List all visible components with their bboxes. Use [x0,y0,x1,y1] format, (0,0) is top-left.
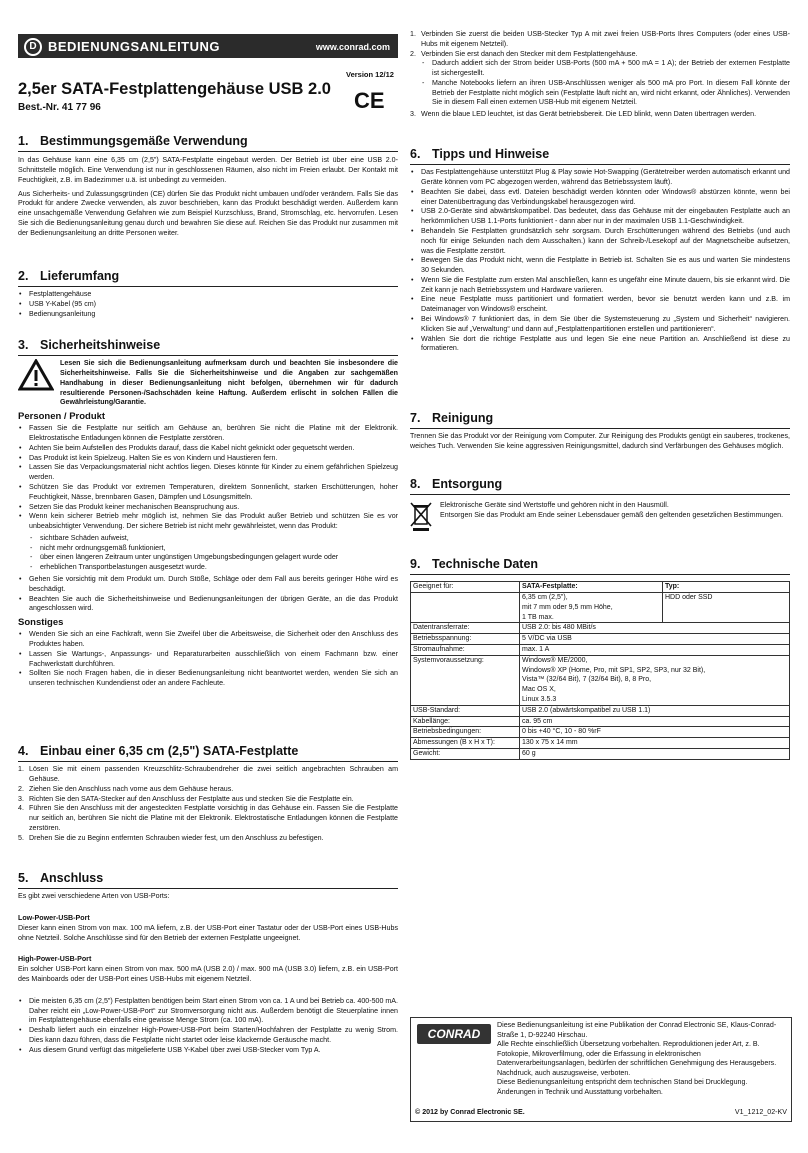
table-cell: HDD oder SSD [663,593,790,623]
table-cell [411,593,520,623]
section-9 [410,556,790,760]
contents-list [18,290,398,319]
paragraph: Elektronische Geräte sind Wertstoffe und gehören nicht in den Hausmüll. [440,501,669,510]
misc-list [18,630,398,689]
table-cell: USB 2.0: bis 480 MBit/s [520,623,790,634]
list-item: • Setzen Sie das Produkt keiner mechanischen Beanspruchung aus. [29,503,398,513]
section-3 [18,337,398,691]
table-cell: ca. 95 cm [520,716,790,727]
table-row [411,655,790,705]
table-cell: max. 1 A [520,645,790,656]
ce-mark-icon: CE [354,88,385,113]
document-code: V1_1212_02-KV [734,1108,787,1117]
list-item: • Lassen Sie Wartungs-, Anpassungs- und Reparaturarbeiten ausschließlich von einem Fachmann bzw. einer Fachwerkstatt durchführen. [29,650,398,670]
install-steps [18,765,398,843]
subheading: Personen / Produkt [18,411,106,423]
section-heading: 5. Anschluss [18,870,398,889]
subheading: Sonstiges [18,617,64,629]
list-item: • USB 2.0-Geräte sind abwärtskompatibel. Das bedeutet, dass das Gehäuse mit der eingebauten Festplatte auch an herkömmlichen USB 1.1-Ports funktioniert - dann aber nur in der maximalen USB 1.1-Geschwindigkeit. [421,207,790,227]
table-cell: Typ: [663,582,790,593]
table-row [411,623,790,634]
table-cell: Betriebsspannung: [411,634,520,645]
safety-list [18,424,398,532]
list-item: 2. Ziehen Sie den Anschluss nach vorne aus dem Gehäuse heraus. [18,784,234,793]
document-title: 2,5er SATA-Festplattengehäuse USB 2.0 [18,80,331,98]
list-item: • Sollten Sie noch Fragen haben, die in dieser Bedienungsanleitung nicht beantwortet werden, wenden Sie sich an unseren technischen Kundendienst oder an andere Fachleute. [29,669,398,689]
list-item: - erheblichen Transportbelastungen ausgesetzt wurde. [40,563,398,573]
list-item: 2. Verbinden Sie erst danach den Stecker mit dem Festplattengehäuse. [410,49,638,58]
spec-table [410,581,790,760]
connect-steps [410,110,790,120]
table-cell: Stromaufnahme: [411,645,520,656]
section-8 [410,476,790,535]
section-heading: 6. Tipps und Hinweise [410,146,790,165]
section-heading: 2. Lieferumfang [18,268,398,287]
table-cell: USB-Standard: [411,705,520,716]
section-heading: 4. Einbau einer 6,35 cm (2,5") SATA-Festplatte [18,743,398,762]
list-item: • USB Y-Kabel (95 cm) [29,300,398,310]
table-cell: Betriebsbedingungen: [411,727,520,738]
list-item: 3. Wenn die blaue LED leuchtet, ist das Gerät betriebsbereit. Die LED blinkt, wenn Daten übertragen werden. [410,110,757,119]
table-cell: Windows® ME/2000, Windows® XP (Home, Pro, mit SP1, SP2, SP3, nur 32 Bit), Vista™ (32/64 Bit), 7 (32/64 Bit), 8, 8 Pro, Mac OS X, Linux 3.5.3 [520,655,790,705]
table-row [411,645,790,656]
condition-list [18,534,398,573]
list-item: 1. Lösen Sie mit einem passenden Kreuzschlitz-Schraubendreher die zwei seitlich angebrachten Schrauben am Gehäuse. [18,765,398,784]
list-item: • Beachten Sie auch die Sicherheitshinweise und Bedienungsanleitungen der übrigen Geräte, an die das Produkt angeschlossen wird. [29,595,398,615]
table-row [411,593,790,623]
table-row [411,582,790,593]
imprint-text: Diese Bedienungsanleitung ist eine Publikation der Conrad Electronic SE, Klaus-Conrad-Straße 1, D-92240 Hirschau. Alle Rechte einschließlich Übersetzung vorbehalten. Reproduktionen jeder Art, z. B. Fotokopie, Mikroverfilmung, oder die Erfassung in elektronischen Datenverarbeitungsanlagen, bedürfen der schriftlichen Genehmigung des Herausgebers. Nachdruck, auch auszugsweise, verboten. Diese Bedienungsanleitung entspricht dem technischen Stand bei Drucklegung. Änderungen in Technik und Ausstattung vorbehalten. [497,1021,777,1096]
tips-list [410,168,790,354]
section-2 [18,268,398,322]
table-row [411,749,790,760]
list-item: 3. Richten Sie den SATA-Stecker auf den Anschluss der Festplatte aus und stecken Sie die Festplatte ein. [18,794,354,803]
subheading: Low-Power-USB-Port [18,914,90,923]
warning-icon [18,359,54,408]
list-item: 1. Verbinden Sie zuerst die beiden USB-Stecker Typ A mit zwei freien USB-Ports Ihres Computers (oder eines USB-Hubs mit eigenem Netzteil). [410,30,790,48]
paragraph: In das Gehäuse kann eine 6,35 cm (2,5") SATA-Festplatte eingebaut werden. Der Betrieb ist über eine USB 2.0-Schnittstelle möglich. Eine Verwendung ist nur in geschlossenen Räumen, also nicht im Freien erlaubt. Der Kontakt mit Feuchtigkeit, z.B. im Badezimmer u.ä. ist unbedingt zu vermeiden. [18,156,398,184]
list-item: - über einen längeren Zeitraum unter ungünstigen Umgebungsbedingungen gelagert wurde oder [40,553,398,563]
language-badge: D [24,38,42,56]
list-item: - sichtbare Schäden aufweist, [40,534,398,544]
list-item: - nicht mehr ordnungsgemäß funktioniert, [40,544,398,554]
section-heading: 8. Entsorgung [410,476,790,495]
table-cell: Gewicht: [411,749,520,760]
list-item: 5. Drehen Sie die zu Beginn entfernten Schrauben wieder fest, um den Anschluss zu befestigen. [18,833,324,842]
table-row [411,705,790,716]
table-cell: 60 g [520,749,790,760]
safety-list [18,575,398,614]
list-item: • Wählen Sie dort die richtige Festplatte aus und legen Sie eine neue Partition an. Anschließend ist diese zu formatieren. [421,335,790,355]
paragraph: Entsorgen Sie das Produkt am Ende seiner Lebensdauer gemäß den geltenden gesetzlichen Bestimmungen. [440,511,784,520]
section-heading: 1. Bestimmungsgemäße Verwendung [18,133,398,152]
subheading: High-Power-USB-Port [18,955,92,964]
list-item: • Das Produkt ist kein Spielzeug. Halten Sie es von Kindern und Haustieren fern. [29,454,398,464]
paragraph: Es gibt zwei verschiedene Arten von USB-Ports: [18,892,170,901]
paragraph: Dieser kann einen Strom von max. 100 mA liefern, z.B. der USB-Port einer Tastatur oder der USB-Port eines USB-Hubs ohne Netzteil. Solche Anschlüsse sind für den Betrieb der externen Festplatte ungeeignet. [18,923,398,942]
note-list [410,59,790,108]
disposal-block [410,501,790,535]
section-5 [18,870,398,1057]
header-url[interactable]: www.conrad.com [315,42,390,52]
copyright: © 2012 by Conrad Electronic SE. [415,1108,525,1117]
table-cell: Systemvoraussetzung: [411,655,520,705]
warning-block [18,359,398,408]
version-label: Version 12/12 [346,70,394,79]
table-cell: Abmessungen (B x H x T): [411,738,520,749]
table-cell: 6,35 cm (2,5"), mit 7 mm oder 9,5 mm Höhe, 1 TB max. [520,593,663,623]
table-cell: 130 x 75 x 14 mm [520,738,790,749]
list-item: • Bei Windows® 7 funktioniert das, in dem Sie über die Systemsteuerung zu „System und Sicherheit“ navigieren. Klicken Sie auf „Verwaltung“ und dann auf „Festplattenpartitionen erstellen und partitionieren“. [421,315,790,335]
warning-text: Lesen Sie sich die Bedienungsanleitung aufmerksam durch und beachten Sie insbesondere die Sicherheitshinweise. Falls Sie die Sicherheitshinweise und die Angaben zur sachgemäßen Handhabung in dieser Bedienungsanleitung nicht befolgen, übernehmen wir für dadurch resultierende Personen-/Sachschäden keine Haftung. Außerdem erlischt in solchen Fällen die Gewährleistung/Garantie. [60,359,398,407]
list-item: • Bewegen Sie das Produkt nicht, wenn die Festplatte in Betrieb ist. Schalten Sie es aus und warten Sie mindestens 30 Sekunden. [421,256,790,276]
section-4 [18,743,398,844]
section-7 [410,410,790,456]
connection-steps [410,30,790,120]
imprint-box [410,1017,792,1122]
table-cell: Datentransferrate: [411,623,520,634]
header-title: BEDIENUNGSANLEITUNG [48,39,221,54]
conrad-logo: CONRAD [417,1024,491,1044]
list-item: • Eine neue Festplatte muss partitioniert und formatiert werden, bevor sie benutzt werden kann und z.B. im Dateimanager von Windows® erscheint. [421,295,790,315]
list-item: • Beachten Sie dabei, dass evtl. Dateien beschädigt werden könnten oder Windows® abstürzen könnte, wenn bei einer Datenübertragung das Verbindungskabel herausgezogen wird. [421,188,790,208]
list-item: • Das Festplattengehäuse unterstützt Plug & Play sowie Hot-Swapping (Gerätetreiber werden automatisch erkannt und Geräte können vom PC abgezogen werden, während das Betriebssystem läuft). [421,168,790,188]
list-item: • Fassen Sie die Festplatte nur seitlich am Gehäuse an, berühren Sie nicht die Platine mit der Elektronik. Elektrostatische Entladungen können die Festplatte zerstören. [29,424,398,444]
list-item: • Aus diesem Grund verfügt das mitgelieferte USB Y-Kabel über zwei USB-Stecker vom Typ A. [29,1046,398,1056]
list-item: • Schützen Sie das Produkt vor extremen Temperaturen, direktem Sonnenlicht, starken Erschütterungen, hoher Feuchtigkeit, Nässe, brennbaren Gasen, Dämpfen und Lösungsmitteln. [29,483,398,503]
list-item: • Gehen Sie vorsichtig mit dem Produkt um. Durch Stöße, Schläge oder dem Fall aus bereits geringer Höhe wird es beschädigt. [29,575,398,595]
list-item: • Lassen Sie das Verpackungsmaterial nicht achtlos liegen. Dieses könnte für Kinder zu einem gefährlichen Spielzeug werden. [29,463,398,483]
list-item: • Wenn Sie die Festplatte zum ersten Mal anschließen, kann es ungefähr eine Minute dauern, bis sie erkannt wird. Die Zeit kann je nach Betriebssystem und Hardware variieren. [421,276,790,296]
table-row [411,634,790,645]
crossed-bin-icon [410,501,432,535]
table-row [411,727,790,738]
header-bar [18,34,398,58]
order-number: Best.-Nr. 41 77 96 [18,102,101,113]
section-heading: 7. Reinigung [410,410,790,429]
table-cell: 5 V/DC via USB [520,634,790,645]
paragraph: Trennen Sie das Produkt vor der Reinigung vom Computer. Zur Reinigung des Produkts genügt ein sauberes, trockenes, weiches Tuch. Verwenden Sie keine aggressiven Reinigungsmittel, dadurch sind Verfärbungen des Gehäuses möglich. [410,432,790,451]
section-1 [18,133,398,243]
table-cell: Geeignet für: [411,582,520,593]
table-cell: USB 2.0 (abwärtskompatibel zu USB 1.1) [520,705,790,716]
list-item: • Achten Sie beim Aufstellen des Produkts darauf, dass die Kabel nicht geknickt oder gequetscht werden. [29,444,398,454]
list-item: - Dadurch addiert sich der Strom beider USB-Ports (500 mA + 500 mA = 1 A); der Betrieb der externen Festplatte ist sichergestellt. [432,59,790,79]
list-item: • Die meisten 6,35 cm (2,5") Festplatten benötigen beim Start einen Strom von ca. 1 A und bei Betrieb ca. 400-500 mA. Daher reicht ein „Low-Power-USB-Port“ zur Stromversorgung nicht aus. Außerdem benötigt die Steuerplatine innen im Festplattengehäuse ebenfalls eine gewisse Menge Strom (ca. 100 mA). [29,997,398,1026]
section-heading: 3. Sicherheitshinweise [18,337,398,356]
section-6 [410,146,790,356]
paragraph: Ein solcher USB-Port kann einen Strom von max. 500 mA (USB 2.0) / max. 900 mA (USB 3.0) liefern, z.B. ein USB-Port des Mainboards oder der USB-Port eines USB-Hubs mit eigenem Netzteil. [18,965,398,983]
connect-steps [410,30,790,59]
list-item: • Wenn kein sicherer Betrieb mehr möglich ist, nehmen Sie das Produkt außer Betrieb und schützen Sie es vor unbeabsichtigter Verwendung. Der sichere Betrieb ist nicht mehr gewährleistet, wenn das Produkt: [29,512,398,532]
list-item: • Deshalb liefert auch ein einzelner High-Power-USB-Port beim Starten/Hochfahren der Festplatte zu wenig Strom. Dies kann dazu führen, dass die Festplatte nicht startet oder leise klackernde Geräusche macht. [29,1026,398,1046]
table-cell: 0 bis +40 °C, 10 - 80 %rF [520,727,790,738]
table-cell: Kabellänge: [411,716,520,727]
paragraph: Aus Sicherheits- und Zulassungsgründen (CE) dürfen Sie das Produkt nicht umbauen und/oder verändern. Falls Sie das Produkt für andere Zwecke verwenden, als zuvor beschrieben, kann das Produkt beschädigt werden. Außerdem kann eine unsachgemäße Verwendung Gefahren wie zum Beispiel Kurzschluss, Brand, Stromschlag, etc. hervorrufen. Lesen Sie sich die Bedienungsanleitung genau durch und bewahren Sie diese auf. Reichen Sie das Produkt nur zusammen mit der Bedienungsanleitung an dritte Personen weiter. [18,189,398,237]
power-list [18,997,398,1056]
table-row [411,738,790,749]
table-row [411,716,790,727]
list-item: • Wenden Sie sich an eine Fachkraft, wenn Sie Zweifel über die Arbeitsweise, die Sicherheit oder den Anschluss des Produktes haben. [29,630,398,650]
list-item: - Manche Notebooks liefern an ihren USB-Anschlüssen weniger als 500 mA pro Port. In diesem Fall könnte der Betrieb der Festplatte nicht möglich sein (Festplatte läuft nicht an, wird nicht erkannt, oder Ähnliches). Verwenden Sie in diesem Fall einen externen USB-Hub mit eigenem Netzteil. [432,79,790,108]
list-item: • Behandeln Sie Festplatten grundsätzlich sehr sorgsam. Durch Erschütterungen während des Betriebs (und auch noch für einige Sekunden nach dem Ausschalten.) kann der Schreib-/Lesekopf auf der Magnetscheibe aufsetzen, was die Festplatte zerstört. [421,227,790,256]
list-item: • Bedienungsanleitung [29,310,398,320]
table-cell: SATA-Festplatte: [520,582,663,593]
list-item: 4. Führen Sie den Anschluss mit der angesteckten Festplatte vorsichtig in das Gehäuse ein. Fassen Sie die Festplatte nur seitlich an, berühren Sie nicht die Platine mit der Elektronik. Elektrostatische Entladungen können die Festplatte zerstören. [18,804,398,832]
section-heading: 9. Technische Daten [410,556,790,575]
list-item: • Festplattengehäuse [29,290,398,300]
